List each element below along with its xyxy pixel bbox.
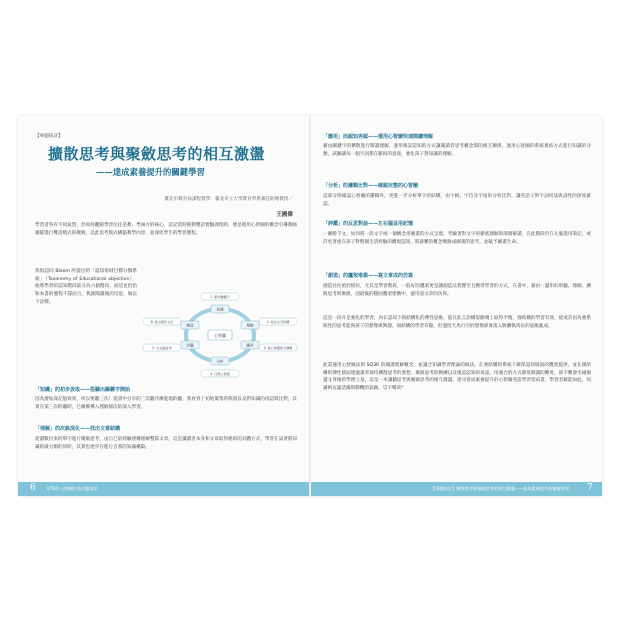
diagram-note-label: 2. 找出文章結構 bbox=[266, 320, 290, 324]
section-paragraph-knowledge: 因為要加深記憶效果，所以要聽三次！從書中分享的三次聽序漸進地聆聽，我看到了初始蒐集的佈置以及對知識的再認與比對，其實在第三次聆聽時，已漸漸導入理解層次的深入學習。 bbox=[35, 397, 297, 410]
diagram-note-label: 3. 從心智圖抓出邏輯 bbox=[263, 346, 293, 350]
left-footer bbox=[18, 482, 309, 496]
mind-map-diagram bbox=[142, 292, 298, 378]
article-subtitle: ——達成素養提升的關鍵學習 bbox=[96, 167, 205, 177]
section-heading-knowledge: 「知識」的初步汲取——從聽出關鍵字開始 bbox=[35, 387, 131, 393]
section-heading-analysis: 「分析」的邏輯比對——確認完整的心智圖 bbox=[323, 183, 419, 189]
right-page bbox=[311, 116, 602, 496]
intro-paragraph-1: 學習者各有不同氣質，但如何翻跟學習往往是教、學兩方的核心，這記當時推動雙語實驗課程時，便是使用心智圖的概念引導教師團隊進行雙語模式的聚斂，以此思考模式構築教學內容，並深化學生的學習歷程。 bbox=[35, 223, 297, 236]
right-footer bbox=[311, 482, 602, 496]
diagram-node-label: 評鑑 bbox=[186, 343, 194, 348]
book-spread bbox=[18, 116, 602, 496]
diagram-note-label: 6. 產出寫作文章 bbox=[150, 320, 174, 324]
left-page bbox=[18, 116, 309, 496]
section-heading-evaluation: 「評鑑」的反思對話——左右腦並用記憶 bbox=[323, 221, 414, 227]
section-tag: 【專題探討】 bbox=[35, 134, 63, 139]
diagram-node-label: 分析 bbox=[216, 359, 224, 364]
section-paragraph-creation-1: 創造往往始於模仿，尤其是學習階段，一般好的鷹架更是讓創造品質獲至且獲得學習的方式，在書中，藉由一邊串的聆聽、理解、擴散思考與聚斂，剖最後的穩固鷹架建構中，運用道文章的仿寫。 bbox=[323, 284, 591, 297]
diagram-node-label: 知識 bbox=[216, 307, 224, 312]
section-paragraph-application: 藉由關鍵字的擴散進行閱讀理解，運用後設認知的方式讓閱讀者思考概念間的相互關係，運用心智圖的系統連結方式進行知識的分類，試圖讓每一個字詞都在脈絡的意義，強化孩子對知識的理解。 bbox=[323, 144, 591, 157]
diagram-note-label: 1. 聽出關鍵字 bbox=[210, 295, 230, 299]
diagram-note-label: 5. 左右腦並用 bbox=[152, 346, 172, 350]
footer-title-right: 【專題探討】擴散思考與聚斂思考的相互激盪——達成素養提升的關鍵學習 bbox=[431, 486, 570, 491]
section-paragraph-analysis: 這部分除確認心智圖的邏輯外，更進一步分析單字的結構，由字根、字首及字尾的分析比對，讓英語子對字詞用法與詞性的深度確認。 bbox=[323, 194, 591, 207]
section-paragraph-creation-3: 此書運用心智圖法與 SQ3R 的閱讀理解概念，並讓合知識學習理論的做法，在強結構的系統下確保認知層面的鷹架提供，並在創結構的彈性層面建議讀者保持擴散思考的發想、聚斂思考的精練以及後設認知的再認，用適合的方式降低閱讀的難度，卻不難會出碰個邊文背後的學理立基，這是一本讓聽思考與聚斂思考的相互激盪，達司達成素養提升的心智圖英語學習指南書，學習者藉能如此，知識則充滿活躍與動機的氣圖，豈不樂哉？ bbox=[323, 363, 591, 392]
section-heading-comprehension: 「理解」的次級深化——找出文章結構 bbox=[35, 426, 121, 432]
section-heading-application: 「應用」而認知再認——運用心智圖快速閱讀理解 bbox=[323, 134, 434, 140]
page-number-left: 6 bbox=[30, 483, 36, 493]
intro-paragraph-2: 我很認同 Bloom 所提出的「認知領域目標分類系統」（Taxonomy of Educational objective），他將學習的認知階段區分為六個階段，而這也恰恰和本書的歷程不謀而合，我就閱讀後的反思，做以下詮釋。 bbox=[35, 269, 137, 305]
diagram-note-label: 4. 比對心智圖 bbox=[210, 372, 230, 376]
section-paragraph-evaluation: 一圖勝千文，如何將一段文字或一個概念用圖畫的方式呈現，考驗著對文字的徹底理解與深層解讀，在此階段仍在左腦進用筆記，或許更著重在孩子對整個生活經驗的體現認知，將最難的概念聚斂成圖畫的思考，並賦予圖畫生命。 bbox=[323, 232, 591, 245]
diagram-node-label: 創造 bbox=[186, 323, 194, 328]
diagram-center: 心智圖 bbox=[214, 333, 226, 338]
diagram-node-label: 理解 bbox=[246, 323, 254, 328]
page-number-right: 7 bbox=[587, 483, 593, 493]
section-heading-creation: 「創造」的鷹架堆築——寫文章成的仿寫 bbox=[323, 273, 414, 279]
author-affiliation: 臺北市教育局課程督學．臺北市立大學教育學系兼任助理教授／ bbox=[164, 197, 293, 202]
author-name: 王國偉 bbox=[276, 212, 293, 218]
section-paragraph-comprehension: 從讀數出來的單字進行聚斂思考，由自已的經驗連構理解整篇文章，這是讓讀者本身和文章取得連結的具體方式，學習在試著將知識的啟分類的同時，其實也逐步在進行自我的知識構築。 bbox=[35, 437, 297, 450]
diagram-node-label: 應用 bbox=[246, 343, 254, 348]
footer-title-left: 耳TED 心智圖打造全腦英語 bbox=[46, 486, 98, 491]
article-title: 擴散思考與聚斂思考的相互激盪 bbox=[48, 145, 266, 163]
section-paragraph-creation-2: 這是一段升是強化的學習，內在認知下與結構化的彈性思維，能在此言語構思勤幾上取得平衡，強結構的學習有效，從或許因為強系統性的思考能與孩子的想像與興趣，弱結構的學習有趣，但過度天馬行空的想像卻會落入脫離軌馬伍的思維亂成。 bbox=[323, 316, 591, 329]
